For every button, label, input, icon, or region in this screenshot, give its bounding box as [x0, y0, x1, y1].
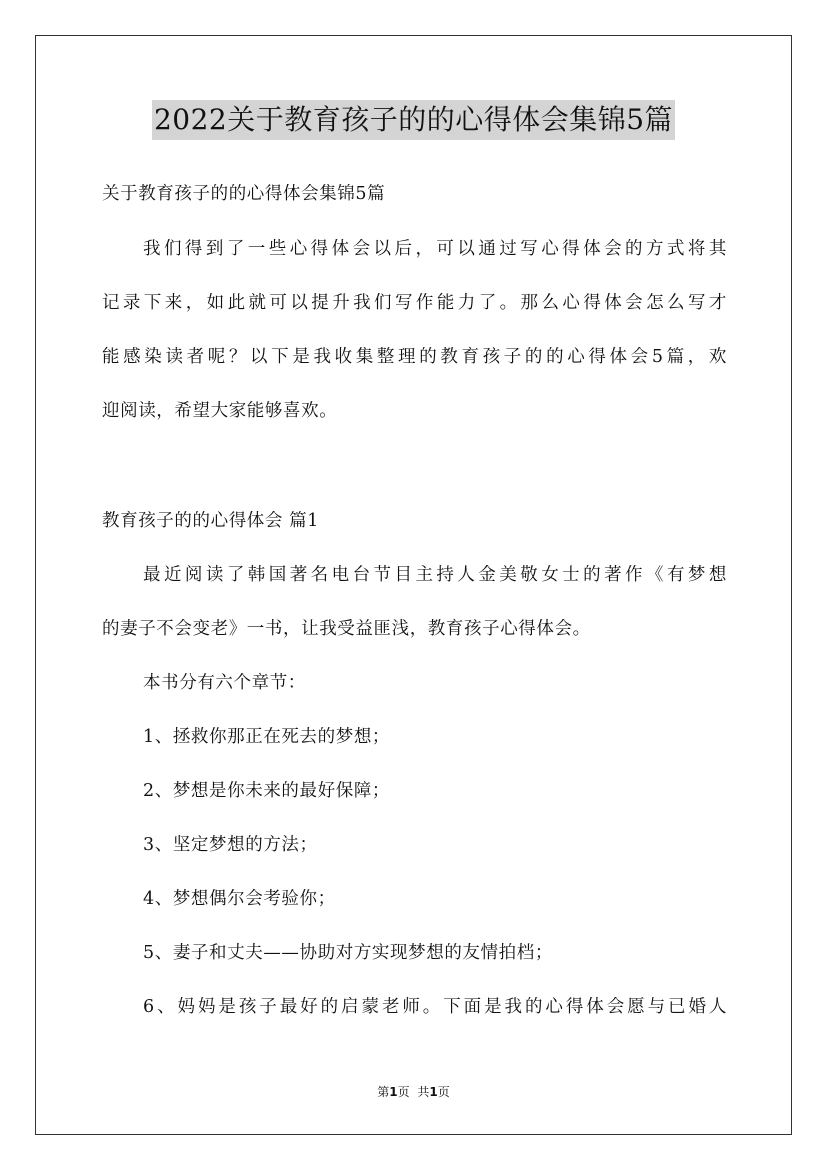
footer-page-prefix: 第: [377, 1085, 390, 1099]
footer-total-prefix: 共: [417, 1085, 430, 1099]
page-footer: [0, 1083, 827, 1100]
footer-page-number: 1: [389, 1085, 398, 1099]
para2: 本书分有六个章节：: [143, 673, 306, 693]
subtitle: 关于教育孩子的的心得体会集锦5篇: [102, 184, 386, 204]
intro-line-1: 我们得到了一些心得体会以后，可以通过写心得体会的方式将其: [143, 239, 727, 259]
intro-line-2: 记录下来，如此就可以提升我们写作能力了。那么心得体会怎么写才: [102, 293, 727, 313]
intro-line-3: 能感染读者呢？以下是我收集整理的教育孩子的的心得体会5篇，欢: [102, 347, 727, 367]
list-item: 4、梦想偶尔会考验你；: [143, 889, 336, 909]
list-item: 3、坚定梦想的方法；: [143, 835, 318, 855]
intro-line-4: 迎阅读，希望大家能够喜欢。: [102, 401, 338, 421]
section-heading: 教育孩子的的心得体会 篇1: [102, 511, 319, 531]
footer-page-suffix: 页: [397, 1085, 410, 1099]
footer-total-pages: 1: [429, 1085, 438, 1099]
para1-line-1: 最近阅读了韩国著名电台节目主持人金美敬女士的著作《有梦想: [143, 565, 727, 585]
para1-line-2: 的妻子不会变老》一书，让我受益匪浅，教育孩子心得体会。: [102, 619, 591, 639]
footer-total-suffix: 页: [437, 1085, 450, 1099]
list-item: 6、妈妈是孩子最好的启蒙老师。下面是我的心得体会愿与已婚人: [143, 997, 727, 1017]
list-item: 5、妻子和丈夫——协助对方实现梦想的友情拍档；: [143, 943, 553, 963]
list-item: 2、梦想是你未来的最好保障；: [143, 781, 391, 801]
document-title: [0, 100, 827, 140]
list-item: 1、拯救你那正在死去的梦想；: [143, 727, 391, 747]
document-title-text: 2022关于教育孩子的的心得体会集锦5篇: [152, 100, 675, 140]
